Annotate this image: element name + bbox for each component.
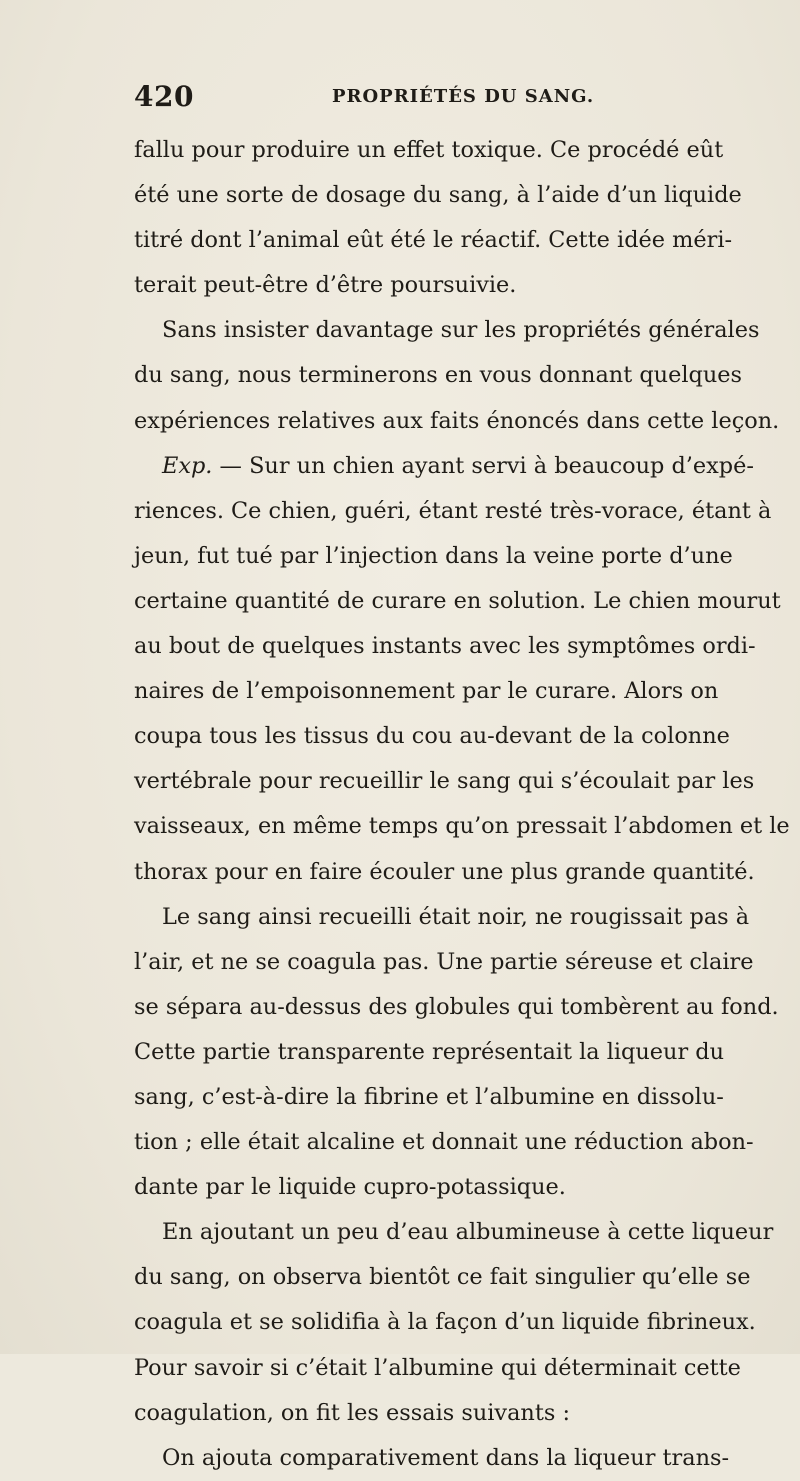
experiment-label: Exp. (162, 452, 213, 479)
page-number: 420 (134, 80, 194, 113)
text-line: du sang, nous terminerons en vous donnant quelques (134, 362, 743, 389)
body-text (134, 128, 790, 1481)
text-line: été une sorte de dosage du sang, à l’aide d’un liquide (134, 182, 742, 209)
text-line: jeun, fut tué par l’injection dans la veine porte d’une (134, 542, 733, 569)
text-line-experiment (134, 444, 754, 489)
text-line: coagulation, on fit les essais suivants : (134, 1399, 571, 1426)
text-line: expériences relatives aux faits énoncés dans cette leçon. (134, 407, 780, 434)
text-line: Cette partie transparente représentait la liqueur du (134, 1038, 725, 1065)
text-line: terait peut-être d’être poursuivie. (134, 272, 517, 299)
text-line: naires de l’empoisonnement par le curare. Alors on (134, 678, 719, 705)
text-line: du sang, on observa bientôt ce fait singulier qu’elle se (134, 1264, 751, 1291)
text-line: fallu pour produire un effet toxique. Ce procédé eût (134, 137, 724, 163)
text-line: Sans insister davantage sur les propriétés générales (162, 317, 760, 344)
text-line: coagula et se solidifia à la façon d’un liquide fibrineux. (134, 1309, 756, 1336)
text-line: En ajoutant un peu d’eau albumineuse à cette liqueur (162, 1219, 774, 1246)
text-line: sang, c’est-à-dire la fibrine et l’albumine en dissolu- (134, 1083, 724, 1110)
text-line: se sépara au-dessus des globules qui tombèrent au fond. (134, 993, 779, 1020)
running-head: PROPRIÉTÉS DU SANG. (332, 86, 595, 107)
text-line: thorax pour en faire écouler une plus grande quantité. (134, 858, 755, 885)
text-line: vaisseaux, en même temps qu’on pressait l’abdomen et le (134, 813, 790, 840)
text-line: titré dont l’animal eût été le réactif. Cette idée méri- (134, 227, 733, 254)
text-line: Le sang ainsi recueilli était noir, ne rougissait pas à (162, 903, 750, 930)
text-line: dante par le liquide cupro-potassique. (134, 1174, 566, 1201)
text-line: l’air, et ne se coagula pas. Une partie séreuse et claire (134, 948, 754, 975)
text-line: Pour savoir si c’était l’albumine qui déterminait cette (134, 1354, 741, 1381)
page-header (134, 80, 674, 114)
text-line: tion ; elle était alcaline et donnait une réduction abon- (134, 1129, 754, 1156)
text-line: riences. Ce chien, guéri, étant resté très-vorace, étant à (134, 497, 772, 524)
experiment-text: — Sur un chien ayant servi à beaucoup d’expé- (212, 452, 754, 479)
text-line: coupa tous les tissus du cou au-devant de la colonne (134, 723, 730, 750)
text-line: On ajouta comparativement dans la liqueur trans- (162, 1444, 730, 1471)
text-line: certaine quantité de curare en solution. Le chien mourut (134, 587, 781, 614)
text-line: vertébrale pour recueillir le sang qui s’écoulait par les (134, 768, 755, 795)
text-line: au bout de quelques instants avec les symptômes ordi- (134, 633, 756, 660)
